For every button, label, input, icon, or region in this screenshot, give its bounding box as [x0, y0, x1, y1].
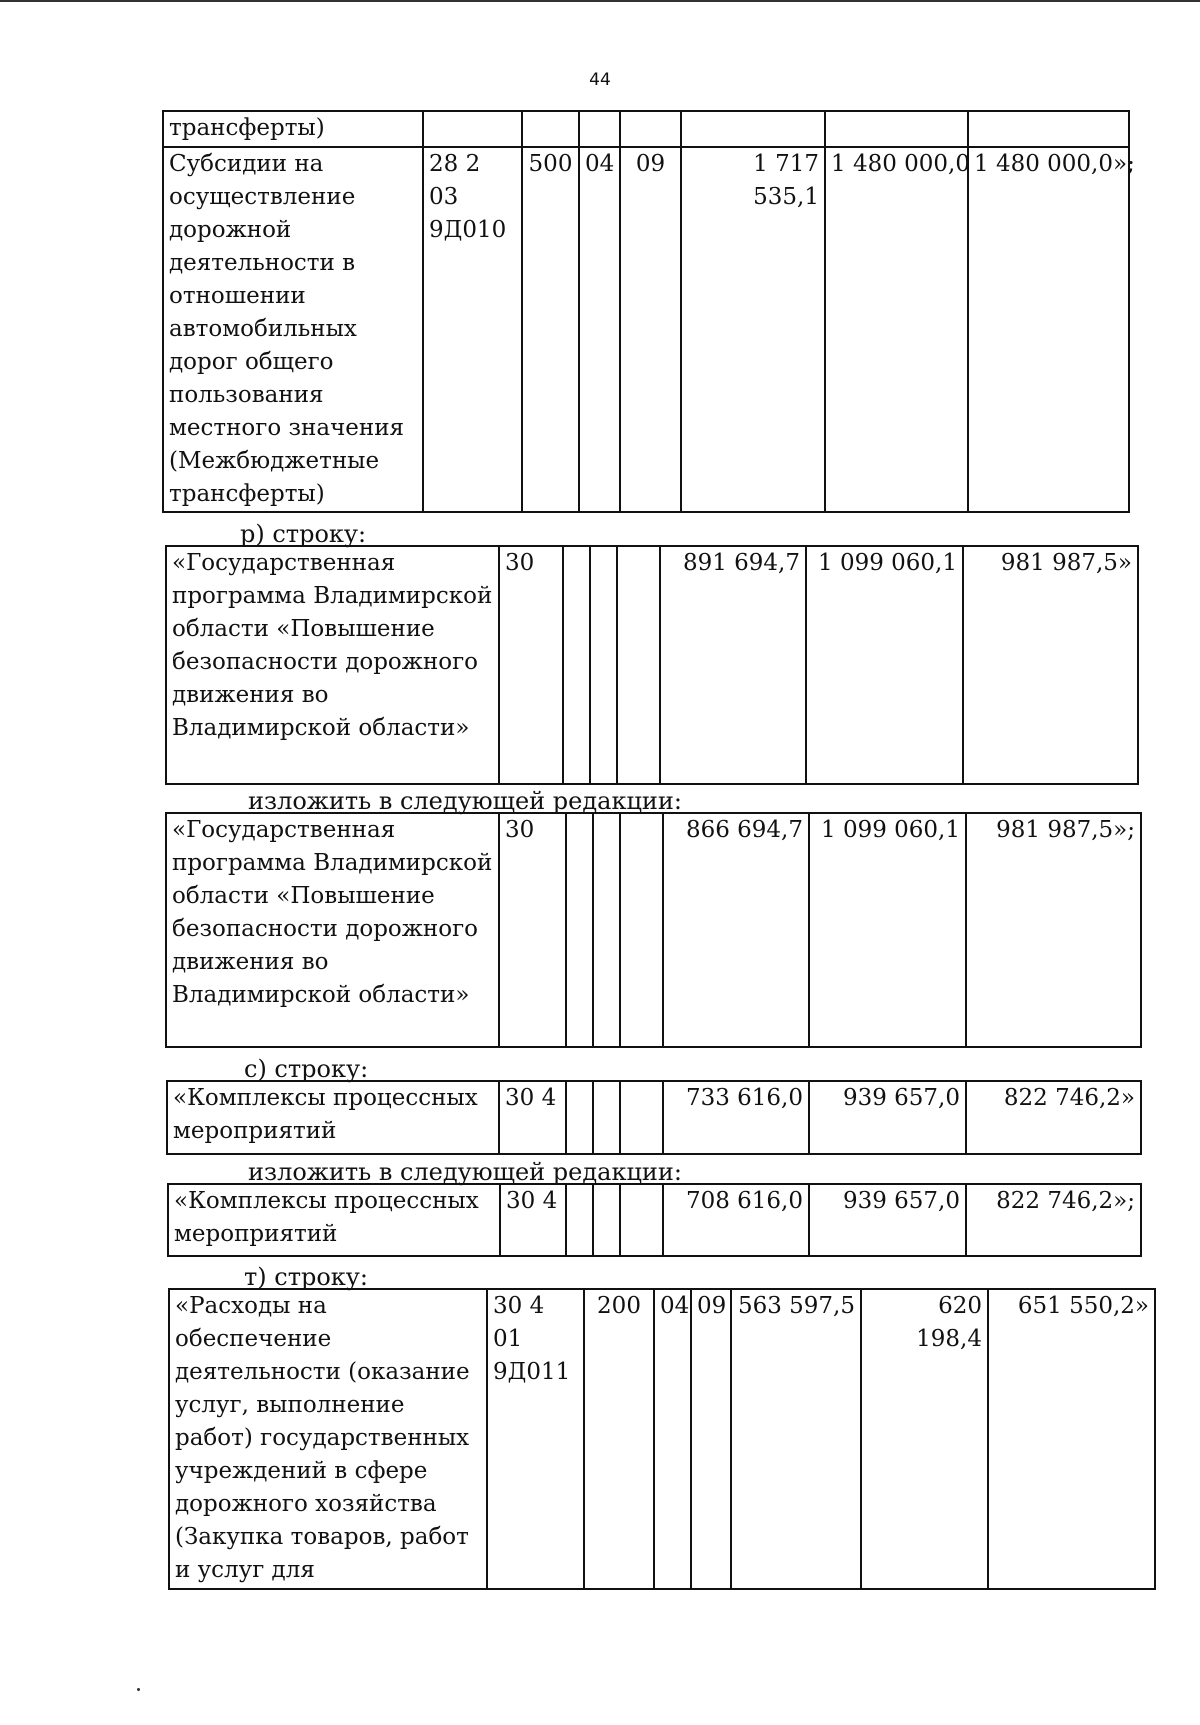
cell-year3: 981 987,5» [963, 546, 1138, 784]
cell-year1: 866 694,7 [663, 813, 809, 1047]
table-s-new [167, 1183, 1142, 1257]
cell-name: «Комплексы процессных мероприятий [167, 1081, 499, 1154]
cell-year3: 1 480 000,0»; [968, 147, 1129, 512]
cell-year1: 563 597,5 [731, 1289, 861, 1589]
cell-year1: 891 694,7 [660, 546, 806, 784]
cell-code [423, 111, 522, 147]
table-r-old [165, 545, 1139, 785]
cell-year2: 1 099 060,1 [806, 546, 963, 784]
cell-year2: 1 099 060,1 [809, 813, 966, 1047]
cell-name: «Государственная программа Владимирской области «Повышение безопасности дорожного движения во Владимирской области» [166, 546, 499, 784]
cell-year1: 1 717 535,1 [681, 147, 825, 512]
cell-vr [563, 546, 590, 784]
cell-rz [593, 813, 620, 1047]
cell-year2: 939 657,0 [809, 1081, 966, 1154]
section-r-new-label: изложить в следующей редакции: [248, 787, 682, 815]
cell-code: 30 4 01 9Д011 [487, 1289, 584, 1589]
cell-year1 [681, 111, 825, 147]
table-row [163, 111, 1129, 147]
section-s-new-label: изложить в следующей редакции: [248, 1158, 682, 1186]
cell-name: «Расходы на обеспечение деятельности (оказание услуг, выполнение работ) государственных учреждений в сфере дорожного хозяйства (Закупка товаров, работ и услуг для [169, 1289, 487, 1589]
page-number: 44 [589, 70, 611, 90]
section-t-label: т) строку: [244, 1263, 369, 1291]
cell-year2: 1 480 000,0 [825, 147, 968, 512]
cell-code: 28 2 03 9Д010 [423, 147, 522, 512]
cell-vr [566, 1081, 593, 1154]
cell-pr [620, 813, 663, 1047]
table-r-new [165, 812, 1142, 1048]
cell-rz [590, 546, 617, 784]
cell-pr: 09 [620, 147, 681, 512]
cell-code: 30 [499, 813, 566, 1047]
cell-rz [579, 111, 620, 147]
cell-code: 30 [499, 546, 563, 784]
cell-rz: 04 [579, 147, 620, 512]
cell-year2: 939 657,0 [809, 1184, 966, 1256]
cell-pr: 09 [691, 1289, 731, 1589]
cell-year1: 733 616,0 [663, 1081, 809, 1154]
cell-name: Субсидии на осуществление дорожной деятельности в отношении автомобильных дорог общего пользования местного значения (Межбюджетные трансферты) [163, 147, 423, 512]
cell-year3 [968, 111, 1129, 147]
table-s-old [166, 1080, 1142, 1155]
cell-name: трансферты) [163, 111, 423, 147]
cell-name: «Государственная программа Владимирской области «Повышение безопасности дорожного движения во Владимирской области» [166, 813, 499, 1047]
cell-year3: 981 987,5»; [966, 813, 1141, 1047]
table-row [167, 1081, 1141, 1154]
table-row [169, 1289, 1155, 1589]
cell-pr [620, 1184, 663, 1256]
cell-vr: 500 [522, 147, 579, 512]
cell-code: 30 4 [500, 1184, 566, 1256]
cell-name: «Комплексы процессных мероприятий [168, 1184, 500, 1256]
cell-pr [617, 546, 660, 784]
table-row [168, 1184, 1141, 1256]
cell-vr [566, 813, 593, 1047]
cell-year1: 708 616,0 [663, 1184, 809, 1256]
cell-year2: 620 198,4 [861, 1289, 988, 1589]
cell-rz [593, 1081, 620, 1154]
scan-speck [137, 1688, 140, 1691]
cell-vr [522, 111, 579, 147]
table-row [166, 813, 1141, 1047]
cell-rz [593, 1184, 620, 1256]
table-row [166, 546, 1138, 784]
cell-year2 [825, 111, 968, 147]
cell-pr [620, 111, 681, 147]
table-continuation [162, 110, 1135, 513]
table-row [163, 147, 1129, 512]
cell-year3: 822 746,2»; [966, 1184, 1141, 1256]
cell-year3: 651 550,2» [988, 1289, 1155, 1589]
cell-vr: 200 [584, 1289, 654, 1589]
section-r-label: р) строку: [240, 520, 367, 548]
cell-pr [620, 1081, 663, 1154]
section-s-label: с) строку: [244, 1055, 369, 1083]
table-t [168, 1288, 1156, 1590]
cell-rz: 04 [654, 1289, 691, 1589]
cell-year3: 822 746,2» [966, 1081, 1141, 1154]
cell-code: 30 4 [499, 1081, 566, 1154]
top-border-line [0, 0, 1200, 2]
cell-vr [566, 1184, 593, 1256]
